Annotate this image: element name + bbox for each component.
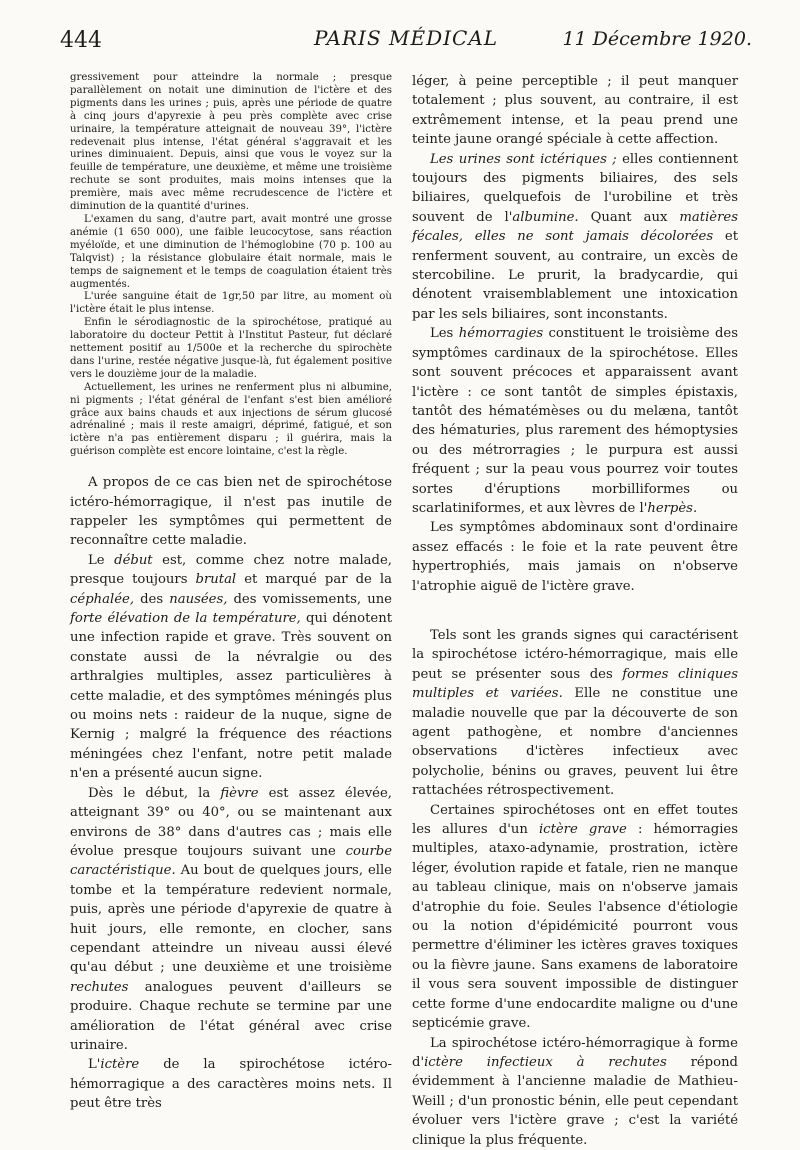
paragraph-ictere-cont: léger, à peine perceptible ; il peut manquer totalement ; plus souvent, au contraire, il est extrêmement intense, et la peau prend une teinte jaune orangé spéciale à cette affection. [412, 74, 738, 148]
case-paragraph: L'examen du sang, d'autre part, avait montré une grosse anémie (1 650 000), une faible leucocytose, sans réaction myéloïde, et une diminution de l'hémoglobine (70 p. 100 au Talqvist) ; la résistance globulaire était normale, mais le temps de saignement et le temps de coagulation étaient très augmentés. [70, 213, 392, 290]
paragraph-hemorragies: Les hémorragies constituent le troisième des symptômes cardinaux de la spirochétose. Elles sont souvent précoces et apparaissent avant l'ictère : ce sont tantôt de simples épistaxis, tantôt des hématémèses ou du melæna, tantôt des hématuries, plus rarement des hémoptysies ou des métrorragies ; le purpura est aussi fréquent ; sur la peau vous pourrez voir toutes sortes d'éruptions morbilliformes ou scarlatiniformes, et aux lèvres de l'herpès. [412, 326, 738, 516]
paragraph-ictere: L'ictère de la spirochétose ictéro-hémorragique a des caractères moins nets. Il peut être très [70, 1057, 392, 1112]
page-number: 444 [60, 28, 102, 53]
paragraph-abdominaux: Les symptômes abdominaux sont d'ordinaire assez effacés : le foie et la rate peuvent être hypertrophiés, mais jamais on n'observe l'atrophie aiguë de l'ictère grave. [412, 520, 738, 594]
right-column [412, 72, 738, 1150]
paragraph-urines: Les urines sont ictériques ; elles contiennent toujours des pigments biliaires, des sels biliaires, quelquefois de l'urobiline et très souvent de l'albumine. Quant aux matières fécales, elles ne sont jamais décolorées et renferment souvent, au contraire, un excès de stercobiline. Le prurit, la bradycardie, qui dénotent vraisemblablement une intoxication par les sels biliaires, sont inconstants. [412, 151, 739, 322]
paragraph-intro: A propos de ce cas bien net de spirochétose ictéro-hémorragique, il n'est pas inutile de rappeler les symptômes qui permettent de reconnaître cette maladie. [70, 475, 392, 549]
issue-date: 11 Décembre 1920. [562, 28, 752, 50]
paragraph-ictere-grave: Certaines spirochétoses ont en effet toutes les allures d'un ictère grave : hémorragies multiples, ataxo-adynamie, prostration, ictère léger, évolution rapide et fatale, rien ne manque au tableau clinique, mais on n'observe jamais d'atrophie du foie. Seules l'absence d'étiologie ou la notion d'épidémicité pourront vous permettre d'éliminer les ictères graves toxiques ou la fièvre jaune. Sans examens de laboratoire il vous sera souvent impossible de distinguer cette forme d'une endocardite maligne ou d'une septicémie grave. [412, 802, 738, 1032]
paragraph-rechutes: La spirochétose ictéro-hémorragique à forme d'ictère infectieux à rechutes répond évidemment à l'ancienne maladie de Mathieu-Weill ; d'un pronostic bénin, elle peut cependant évoluer vers l'ictère grave ; c'est la variété clinique la plus fréquente. [412, 1035, 738, 1148]
case-paragraph: L'urée sanguine était de 1gr,50 par litre, au moment où l'ictère était le plus intense. [70, 291, 392, 316]
case-paragraph: Actuellement, les urines ne renferment plus ni albumine, ni pigments ; l'état général de l'enfant s'est bien amélioré grâce aux bains chauds et aux injections de sérum glucosé adrénaliné ; mais il reste amaigri, déprimé, fatigué, et son ictère n'a pas entièrement disparu ; il guérira, mais la guérison complète est encore lointaine, c'est la règle. [70, 381, 392, 458]
journal-title: PARIS MÉDICAL [313, 26, 499, 50]
paragraph-formes: Tels sont les grands signes qui caractérisent la spirochétose ictéro-hémorragique, mais elle peut se présenter sous des formes cliniques multiples et variées. Elle ne constitue une maladie nouvelle que par la découverte de son agent pathogène, et nombre d'anciennes observations d'ictères infectieux avec polycholie, bénins ou graves, peuvent lui être rattachées rétrospectivement. [412, 627, 738, 799]
paragraph-debut: Le début est, comme chez notre malade, presque toujours brutal et marqué par de la céphalée, des nausées, des vomissements, une forte élévation de la température, qui dénotent une infection rapide et grave. Très souvent on constate aussi de la névralgie ou des arthralgies multiples, assez particulières à cette maladie, et des symptômes méningés plus ou moins nets : raideur de la nuque, signe de Kernig ; malgré la fréquence des réactions méningées chez l'enfant, notre petit malade n'en a présenté aucun signe. [70, 552, 392, 782]
case-paragraph: gressivement pour atteindre la normale ; presque parallèlement on notait une diminution de l'ictère et des pigments dans les urines ; puis, après une période de quatre à cinq jours d'apyrexie à peu près complète avec crise urinaire, la température atteignait de nouveau 39°, l'ictère redevenait plus intense, l'état général s'aggravait et les urines diminuaient. Depuis, ainsi que vous le voyez sur la feuille de température, une deuxième, et même une troisième rechute se sont produites, mais moins intenses que la première, mais avec même recrudescence de l'ictère et diminution de la quantité d'urines. [70, 72, 392, 213]
left-column [70, 72, 392, 1114]
paragraph-fievre: Dès le début, la fièvre est assez élevée, atteignant 39° ou 40°, ou se maintenant aux environs de 38° dans d'autres cas ; mais elle évolue presque toujours suivant une courbe caractéristique. Au bout de quelques jours, elle tombe et la température redevient normale, puis, après une période d'apyrexie de quatre à huit jours, elle remonte, en clocher, sans cependant atteindre un niveau aussi élevé qu'au début ; une deuxième et une troisième rechutes analogues peuvent d'ailleurs se produire. Chaque rechute se termine par une amélioration de l'état général avec crise urinaire. [70, 785, 392, 1053]
running-header [60, 22, 752, 56]
case-report-smalltext [70, 72, 392, 459]
main-text-left [70, 473, 392, 1113]
case-paragraph: Enfin le sérodiagnostic de la spirochétose, pratiqué au laboratoire du docteur Pettit à l'Institut Pasteur, fut déclaré nettement positif au 1/500e et la recherche du spirochète dans l'urine, restée négative jusque-là, fut également positive vers le douzième jour de la maladie. [70, 317, 392, 380]
